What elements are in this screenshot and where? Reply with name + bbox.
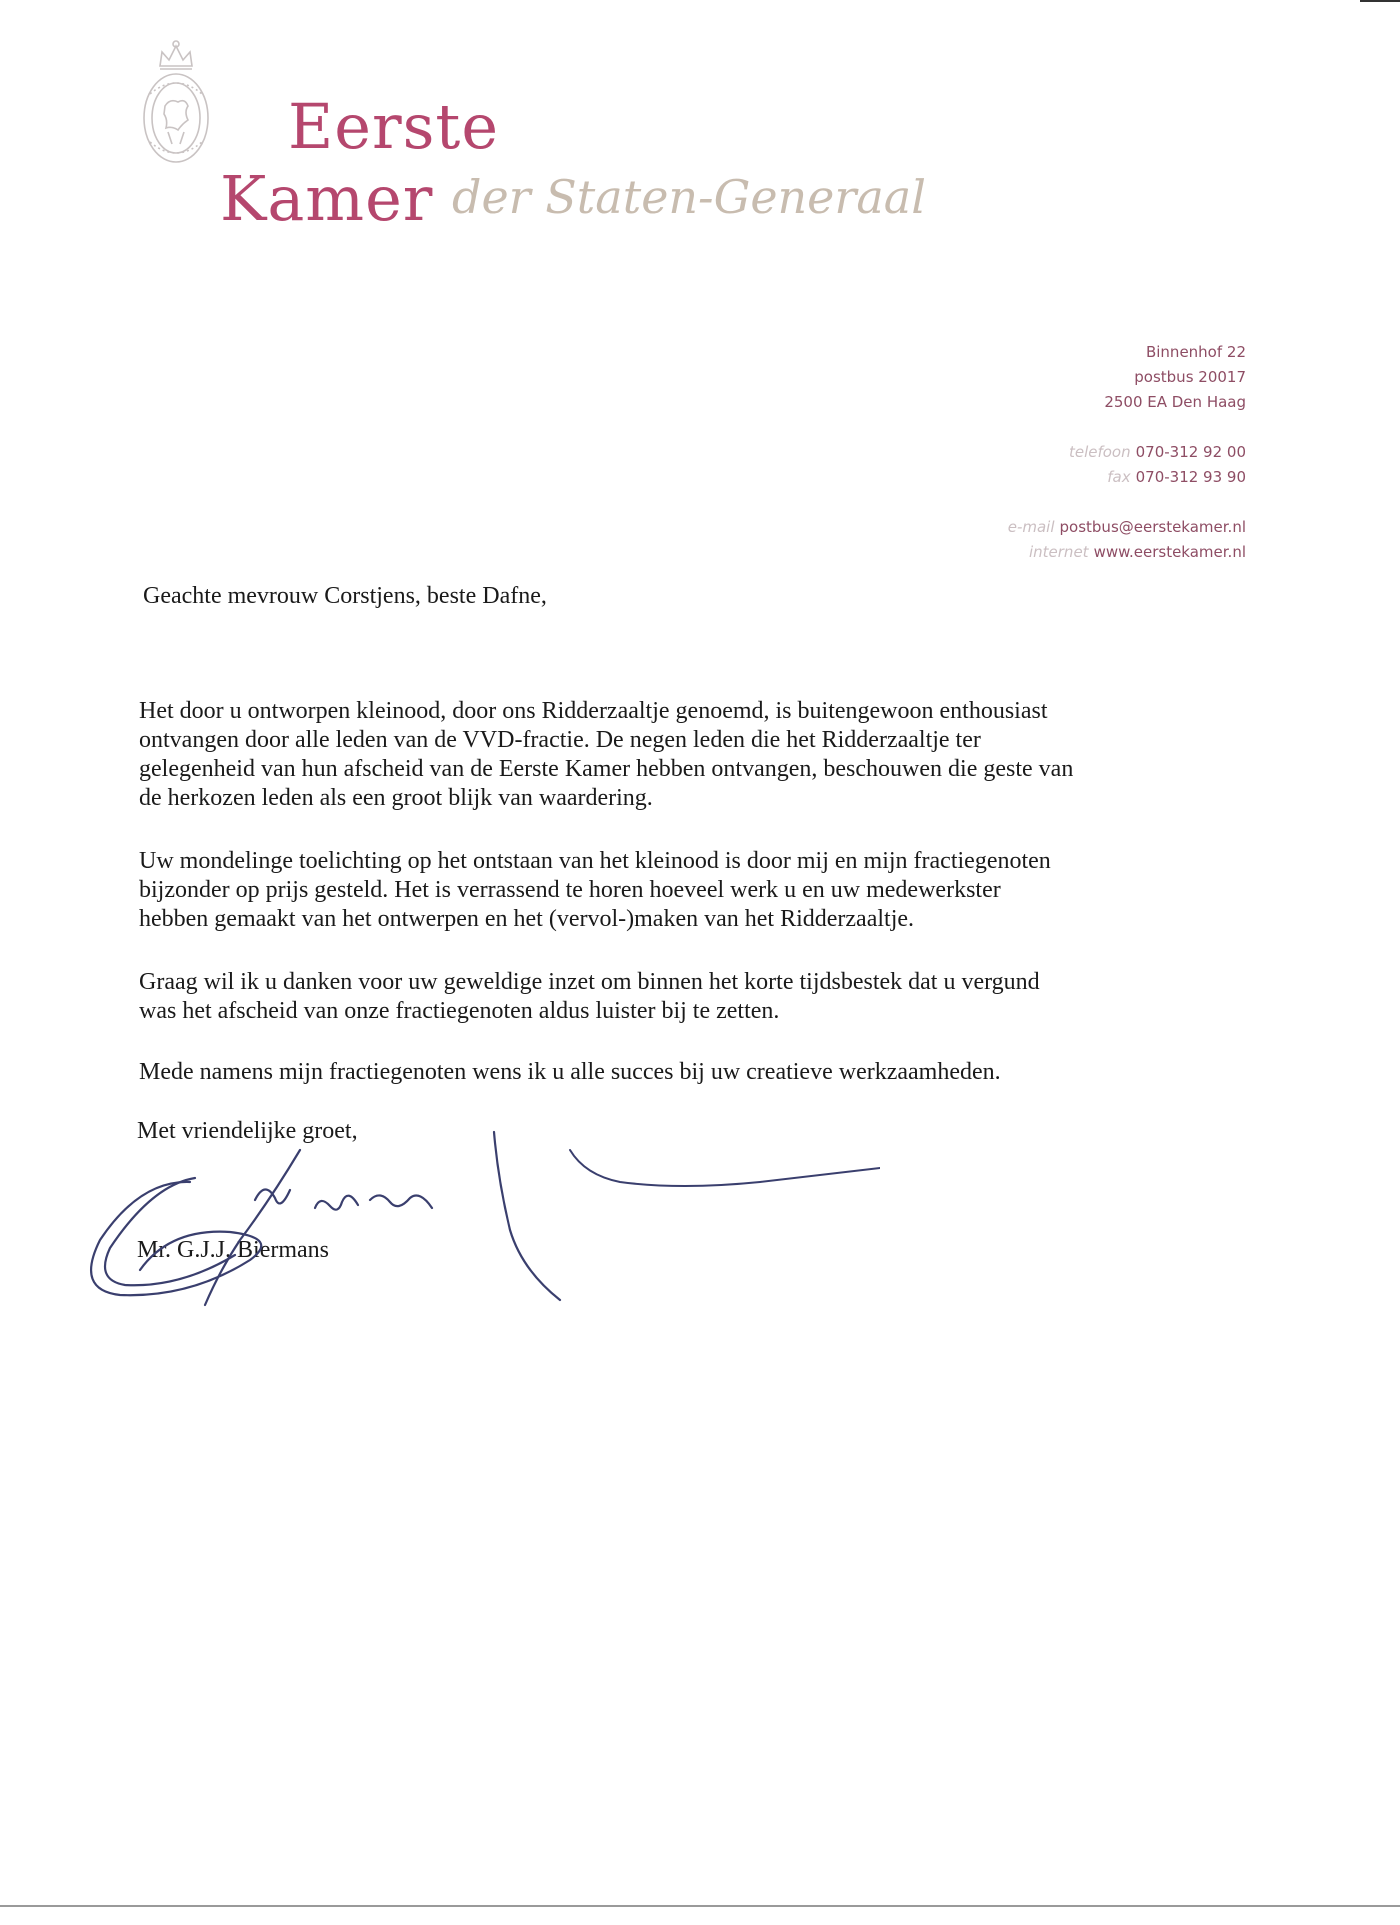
- signer-name: Mr. G.J.J. Biermans: [137, 1237, 329, 1263]
- text-line: was het afscheid van onze fractiegenoten aldus luister bij te zetten.: [139, 998, 780, 1024]
- email-label: e-mail: [1007, 518, 1055, 536]
- salutation: Geachte mevrouw Corstjens, beste Dafne,: [143, 583, 547, 609]
- web-label: internet: [1028, 543, 1089, 561]
- text-line: Mede namens mijn fractiegenoten wens ik u alle succes bij uw creatieve werkzaamheden.: [139, 1059, 1001, 1085]
- fax-value: 070-312 93 90: [1135, 468, 1246, 486]
- wordmark-eerste: Eerste: [288, 90, 500, 163]
- fax-label: fax: [1107, 468, 1131, 486]
- phone-label: telefoon: [1068, 443, 1131, 461]
- scan-mark: [1360, 0, 1400, 2]
- wordmark-kamer: Kamer: [220, 162, 434, 235]
- text-line: ontvangen door alle leden van de VVD-fractie. De negen leden die het Ridderzaaltje ter: [139, 727, 981, 753]
- phone-line: [906, 440, 1246, 465]
- paragraph-3: [139, 968, 1249, 1026]
- fax-line: [906, 465, 1246, 490]
- paragraph-1: [139, 697, 1249, 813]
- paragraph-2: [139, 847, 1249, 934]
- text-line: hebben gemaakt van het ontwerpen en het (vervol-)maken van het Ridderzaaltje.: [139, 906, 915, 932]
- wordmark-suffix: der Staten-Generaal: [452, 170, 926, 224]
- paragraph-4: [139, 1058, 1249, 1087]
- address-city: 2500 EA Den Haag: [1104, 393, 1246, 411]
- email-value: postbus@eerstekamer.nl: [1059, 518, 1246, 536]
- address-street: Binnenhof 22: [1145, 343, 1246, 361]
- text-line: Uw mondelinge toelichting op het ontstaan van het kleinood is door mij en mijn fractiegenoten: [139, 848, 1051, 874]
- phone-value: 070-312 92 00: [1135, 443, 1246, 461]
- page-edge: [0, 1905, 1400, 1907]
- text-line: Het door u ontworpen kleinood, door ons Ridderzaaltje genoemd, is buitengewoon enthousiast: [139, 698, 1048, 724]
- web-value: www.eerstekamer.nl: [1093, 543, 1246, 561]
- address-block: [906, 340, 1246, 565]
- text-line: gelegenheid van hun afscheid van de Eerste Kamer hebben ontvangen, beschouwen die geste van: [139, 756, 1074, 782]
- text-line: bijzonder op prijs gesteld. Het is verrassend te horen hoeveel werk u en uw medewerkster: [139, 877, 1001, 903]
- royal-crest-icon: [138, 36, 214, 172]
- handwritten-signature-icon: [80, 1120, 880, 1320]
- web-line: [906, 540, 1246, 565]
- address-postbus: postbus 20017: [1134, 368, 1246, 386]
- email-line: [906, 515, 1246, 540]
- closing: Met vriendelijke groet,: [137, 1118, 358, 1144]
- text-line: de herkozen leden als een groot blijk van waardering.: [139, 785, 653, 811]
- text-line: Graag wil ik u danken voor uw geweldige inzet om binnen het korte tijdsbestek dat u vergund: [139, 969, 1040, 995]
